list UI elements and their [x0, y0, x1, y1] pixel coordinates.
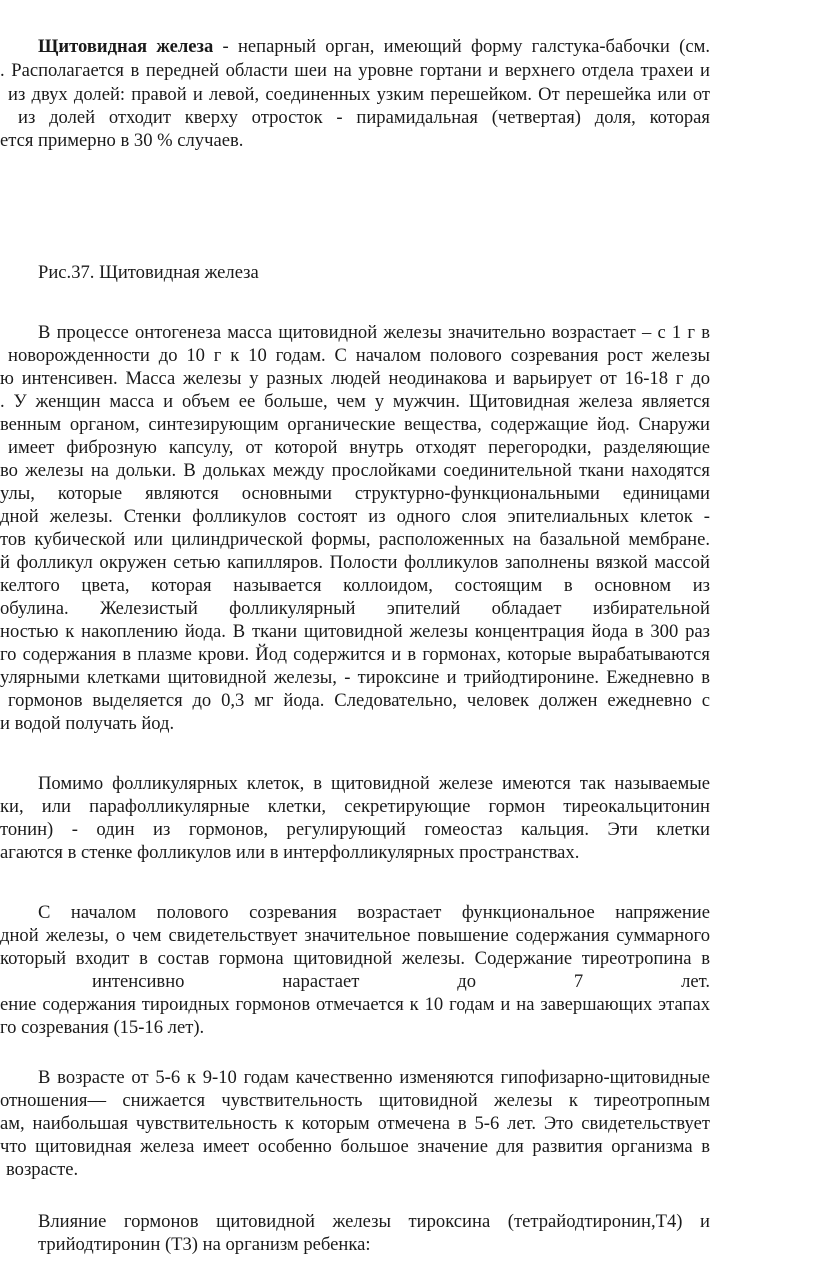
p4-line: интенсивно нарастает до 7 лет.	[92, 971, 710, 992]
p4-line: го созревания (15-16 лет).	[0, 1017, 205, 1038]
p4-line: С началом полового созревания возрастает функциональное напряжение	[38, 902, 710, 923]
p2-line: . У женщин масса и объем ее больше, чем у мужчин. Щитовидная железа является	[0, 391, 710, 412]
p2-line: обулина. Железистый фолликулярный эпителий обладает избирательной	[0, 598, 710, 619]
p5-line: отношения— снижается чувствительность щитовидной железы к тиреотропным	[0, 1090, 710, 1111]
p2-line: имеет фиброзную капсулу, от которой внутрь отходят перегородки, разделяющие	[8, 437, 710, 458]
p1-line: из двух долей: правой и левой, соединенных узким перешейком. От перешейка или от	[8, 84, 710, 105]
p2-line: келтого цвета, которая называется коллоидом, состоящим в основном из	[0, 575, 710, 596]
p4-line: дной железы, о чем свидетельствует значительное повышение содержания суммарного	[0, 925, 710, 946]
p2-line: улы, которые являются основными структурно-функциональными единицами	[0, 483, 710, 504]
p6-line: Влияние гормонов щитовидной железы тироксина (тетрайодтиронин,T4) и	[38, 1211, 710, 1232]
p3-line: агаются в стенке фолликулов или в интерфолликулярных пространствах.	[0, 842, 580, 863]
p6-line: трийодтиронин (T3) на организм ребенка:	[38, 1234, 371, 1255]
p2-line: и водой получать йод.	[0, 713, 175, 734]
p2-line: дной железы. Стенки фолликулов состоят из одного слоя эпителиальных клеток -	[0, 506, 710, 527]
p2-line: новорожденности до 10 г к 10 годам. С началом полового созревания рост железы	[8, 345, 710, 366]
p1-line: . Располагается в передней области шеи на уровне гортани и верхнего отдела трахеи и	[0, 60, 710, 81]
p5-line: возрасте.	[6, 1159, 79, 1180]
p3-line: ки, или парафолликулярные клетки, секретирующие гормон тиреокальцитонин	[0, 796, 710, 817]
p2-line: гормонов выделяется до 0,3 мг йода. Следовательно, человек должен ежедневно с	[8, 690, 710, 711]
p5-line: что щитовидная железа имеет особенно большое значение для развития организма в	[0, 1136, 710, 1157]
p5-line: В возрасте от 5-6 к 9-10 годам качественно изменяются гипофизарно-щитовидные	[38, 1067, 710, 1088]
p1-line: из долей отходит кверху отросток - пирамидальная (четвертая) доля, которая	[18, 107, 710, 128]
p2-line: венным органом, синтезирующим органические вещества, содержащие йод. Снаружи	[0, 414, 710, 435]
p1-line-1	[38, 36, 710, 58]
p2-line: улярными клетками щитовидной железы, - тироксине и трийодтиронине. Ежедневно в	[0, 667, 710, 688]
p2-line: тов кубической или цилиндрической формы, расположенных на базальной мембране.	[0, 529, 710, 550]
p3-line: Помимо фолликулярных клеток, в щитовидной железе имеются так называемые	[38, 773, 710, 794]
p2-line: го содержания в плазме крови. Йод содержится и в гормонах, которые вырабатываются	[0, 644, 710, 665]
p5-line: ам, наибольшая чувствительность к которым отмечена в 5-6 лет. Это свидетельствует	[0, 1113, 710, 1134]
figure-caption: Рис.37. Щитовидная железа	[38, 262, 259, 283]
p2-line: ностью к накоплению йода. В ткани щитовидной железы концентрация йода в 300 раз	[0, 621, 710, 642]
p1-lead-rest: - непарный орган, имеющий форму галстука-бабочки (см.	[213, 36, 710, 57]
p3-line: тонин) - один из гормонов, регулирующий гомеостаз кальция. Эти клетки	[0, 819, 710, 840]
p2-line: ю интенсивен. Масса железы у разных людей неодинакова и варьирует от 16-18 г до	[0, 368, 710, 389]
p4-line: который входит в состав гормона щитовидной железы. Содержание тиреотропина в	[0, 948, 710, 969]
p4-line: ение содержания тироидных гормонов отмечается к 10 годам и на завершающих этапах	[0, 994, 710, 1015]
p2-line: В процессе онтогенеза масса щитовидной железы значительно возрастает – с 1 г в	[38, 322, 710, 343]
p1-line: ется примерно в 30 % случаев.	[0, 130, 244, 151]
p2-line: во железы на дольки. В дольках между прослойками соединительной ткани находятся	[0, 460, 710, 481]
p1-lead-bold: Щитовидная железа	[38, 36, 214, 57]
p2-line: й фолликул окружен сетью капилляров. Полости фолликулов заполнены вязкой массой	[0, 552, 710, 573]
